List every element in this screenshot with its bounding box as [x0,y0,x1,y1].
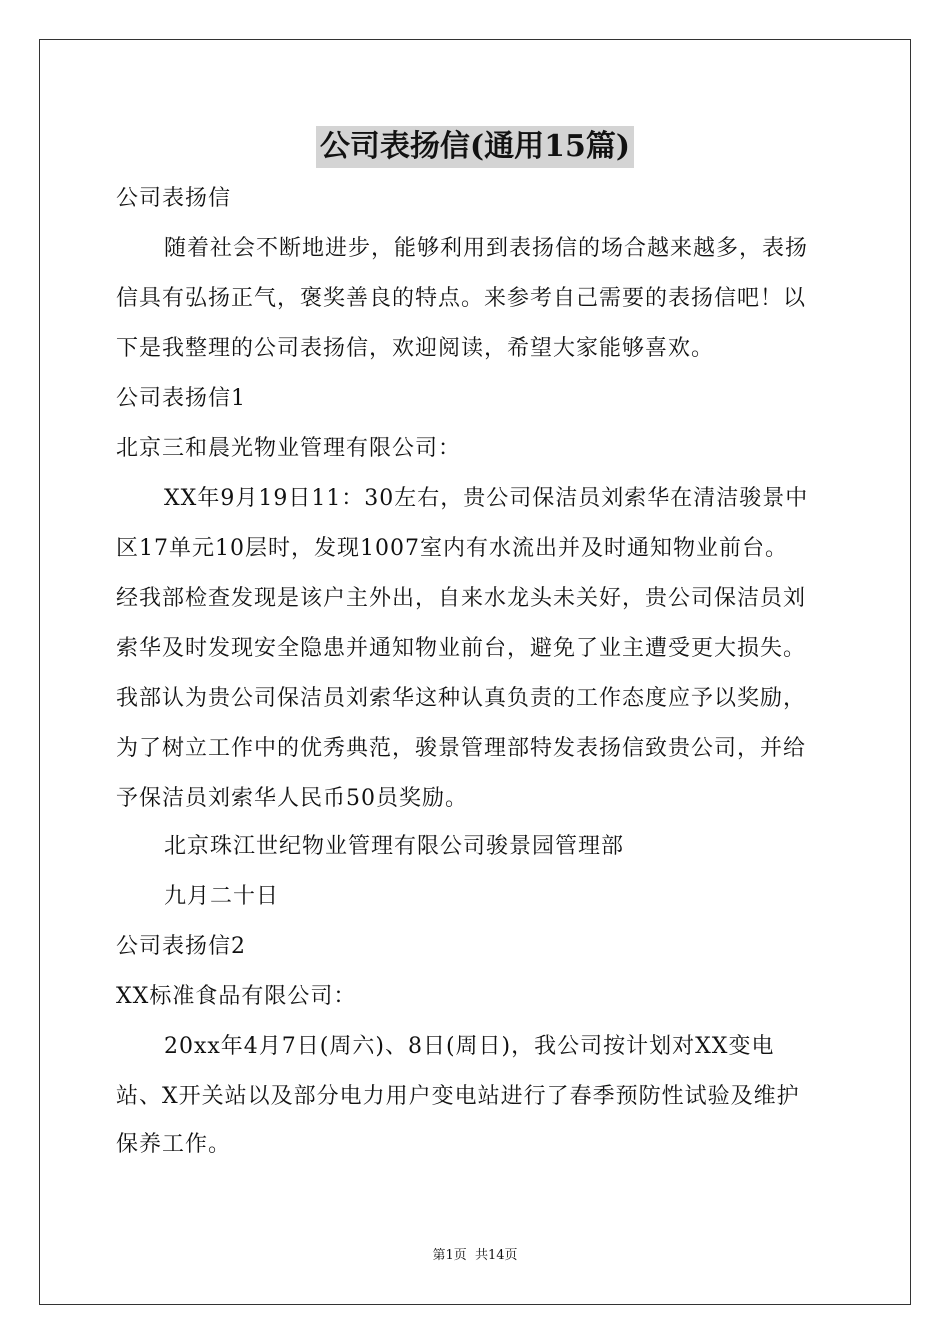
section-heading: 公司表扬信1 [116,386,246,411]
paragraph-line: 我部认为贵公司保洁员刘索华这种认真负责的工作态度应予以奖励， [116,686,807,711]
page-number: 第1页 [432,1248,467,1263]
section-heading: 公司表扬信2 [116,934,246,959]
salutation: XX标准食品有限公司： [116,984,357,1009]
page-border [39,39,911,1305]
page-footer [0,1247,950,1265]
salutation: 北京三和晨光物业管理有限公司： [116,436,462,461]
paragraph-line: 经我部检查发现是该户主外出，自来水龙头未关好，贵公司保洁员刘 [116,586,807,611]
paragraph-line: 为了树立工作中的优秀典范，骏景管理部特发表扬信致贵公司，并给 [116,736,807,761]
date-line: 九月二十日 [164,884,280,909]
paragraph-line: XX年9月19日11：30左右，贵公司保洁员刘索华在清洁骏景中 [164,486,809,511]
document-title: 公司表扬信(通用15篇) [316,126,634,168]
page-total: 共14页 [474,1248,518,1263]
paragraph-line: 区17单元10层时，发现1007室内有水流出并及时通知物业前台。 [116,536,788,561]
paragraph-line: 下是我整理的公司表扬信，欢迎阅读，希望大家能够喜欢。 [116,336,715,361]
paragraph-line: 保养工作。 [116,1132,232,1157]
paragraph-line: 予保洁员刘索华人民币50员奖励。 [116,786,468,811]
title-container [0,126,950,168]
paragraph-line: 20xx年4月7日(周六)、8日(周日)，我公司按计划对XX变电 [164,1034,775,1059]
paragraph-line: 信具有弘扬正气，褒奖善良的特点。来参考自己需要的表扬信吧！以 [116,286,807,311]
paragraph-line: 索华及时发现安全隐患并通知物业前台，避免了业主遭受更大损失。 [116,636,807,661]
section-heading: 公司表扬信 [116,186,232,211]
paragraph-line: 站、X开关站以及部分电力用户变电站进行了春季预防性试验及维护 [116,1084,800,1109]
signature-line: 北京珠江世纪物业管理有限公司骏景园管理部 [164,834,625,859]
paragraph-line: 随着社会不断地进步，能够利用到表扬信的场合越来越多，表扬 [164,236,809,261]
